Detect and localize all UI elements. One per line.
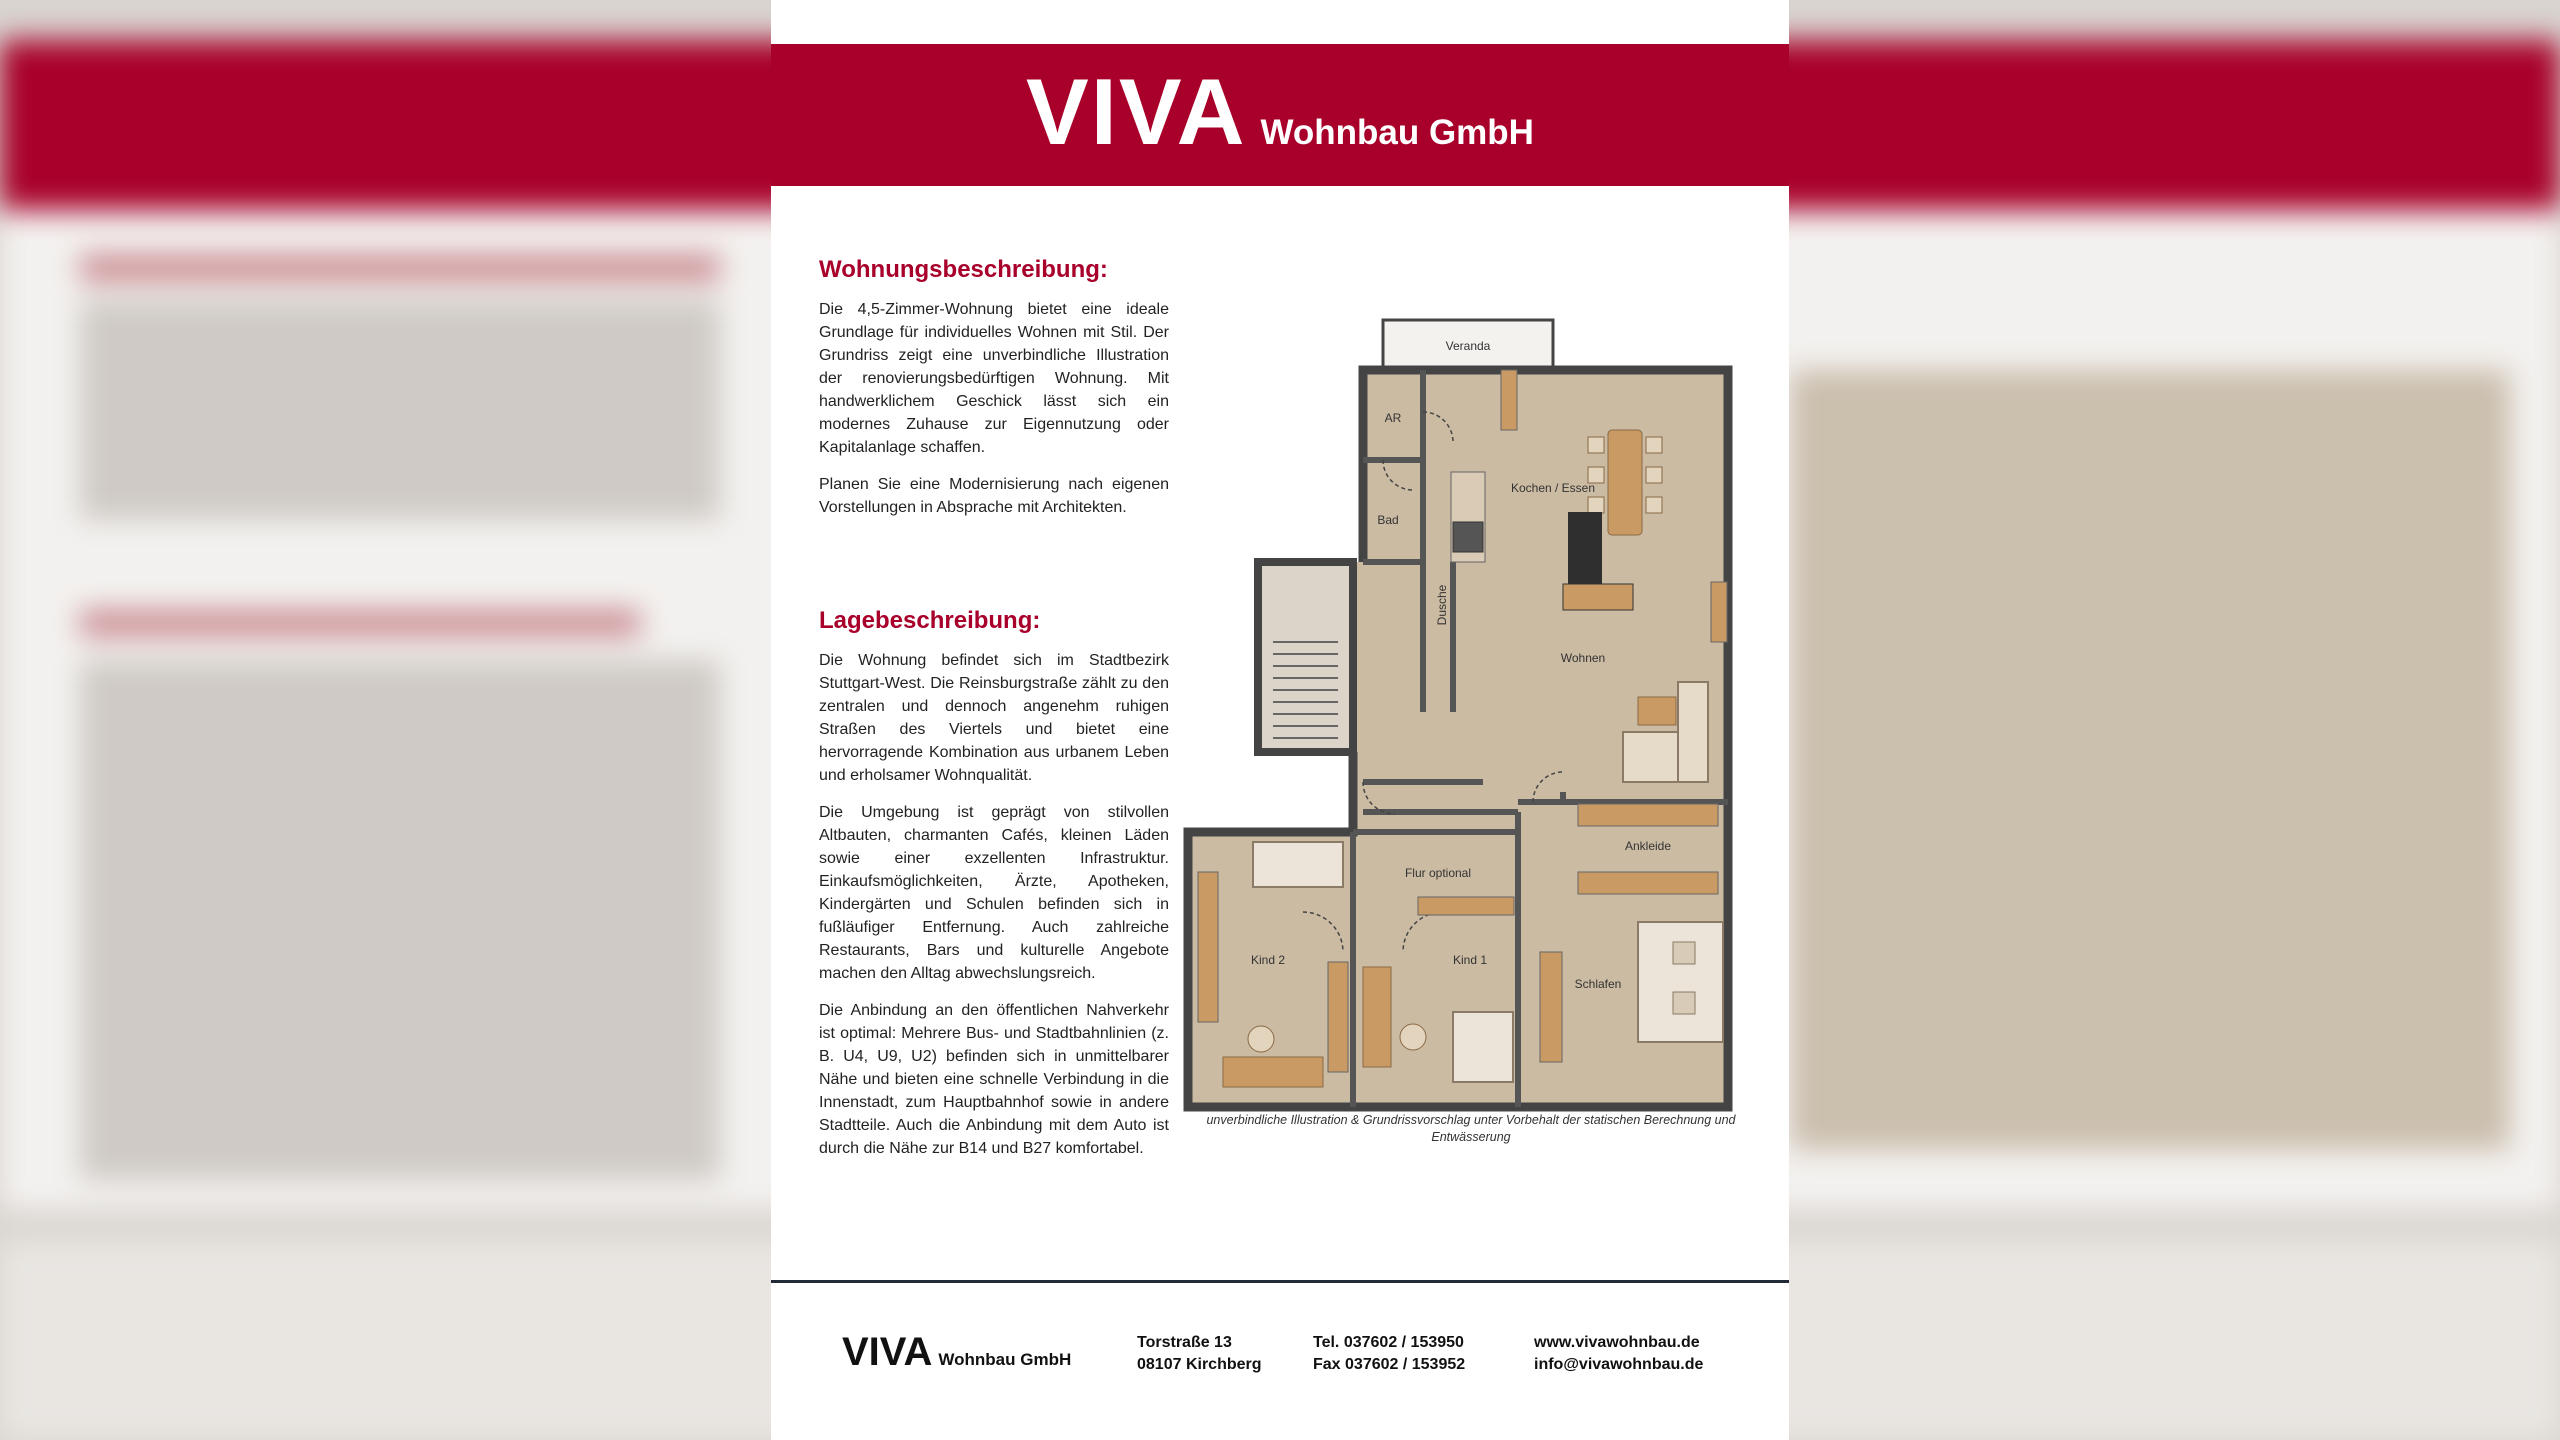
room-label-bad: Bad xyxy=(1377,513,1399,527)
floor-plan xyxy=(1183,312,1757,1152)
header-logo xyxy=(771,58,1789,166)
footer-street: Torstraße 13 xyxy=(1137,1334,1232,1351)
footer-phone xyxy=(1313,1332,1465,1376)
footer-tel: Tel. 037602 / 153950 xyxy=(1313,1334,1464,1351)
location-description-title: Lagebeschreibung: xyxy=(819,607,1041,634)
room-label-flur: Flur optional xyxy=(1404,866,1472,880)
apartment-paragraph-1: Die 4,5-Zimmer-Wohnung bietet eine ideale Grundlage für individuelles Wohnen mit Stil. Der Grundriss zeigt eine unverbindliche Illustration der renovierungsbedürftigen Wohnung. Mit handwerklichem Geschick lässt sich ein modernes Zuhause zur Eigennutzung oder Kapitalanlage schaffen. xyxy=(819,301,1169,456)
room-label-veranda: Veranda xyxy=(1445,339,1491,353)
location-paragraph-3: Die Anbindung an den öffentlichen Nahverkehr ist optimal: Mehrere Bus- und Stadtbahnlinien (z. B. U4, U9, U2) befinden sich in unmittelbarer Nähe und bieten eine schnelle Verbindung in die Innenstadt, zum Hauptbahnhof sowie in andere Stadtteile. Auch die Anbindung mit dem Auto ist durch die Nähe zur B14 und B27 komfortabel. xyxy=(819,1002,1169,1157)
apartment-description xyxy=(819,256,1169,533)
location-paragraph-2: Die Umgebung ist geprägt von stilvollen Altbauten, charmanten Cafés, kleinen Läden sowie einer exzellenten Infrastruktur. Einkaufsmöglichkeiten, Ärzte, Apotheken, Kindergärten und Schulen befinden sich in fußläufiger Entfernung. Auch zahlreiche Restaurants, Bars und kulturelle Angebote machen den Alltag abwechslungsreich. xyxy=(819,804,1169,982)
room-label-ar: AR xyxy=(1384,411,1402,425)
floor-plan-caption: unverbindliche Illustration & Grundrissvorschlag unter Vorbehalt der statischen Berechnung und Entwässerung xyxy=(1206,1113,1736,1144)
floor-plan-drawing xyxy=(1183,312,1757,1112)
room-label-dusche: Dusche xyxy=(1435,584,1449,626)
dining-table xyxy=(1608,430,1642,535)
staircase xyxy=(1258,562,1353,752)
room-label-ankleide: Ankleide xyxy=(1624,839,1672,853)
footer-city: 08107 Kirchberg xyxy=(1137,1356,1262,1373)
kitchen-counter xyxy=(1501,370,1517,430)
footer-fax: Fax 037602 / 153952 xyxy=(1313,1356,1466,1373)
footer-brand-name: VIVA xyxy=(842,1330,933,1374)
header-banner xyxy=(771,44,1789,186)
bed xyxy=(1638,922,1723,1042)
footer-address xyxy=(1137,1332,1262,1376)
apartment-description-title: Wohnungsbeschreibung: xyxy=(819,256,1108,283)
brand-subtitle: Wohnbau GmbH xyxy=(1260,113,1534,152)
kitchen-island xyxy=(1563,584,1633,610)
location-description xyxy=(819,607,1169,1174)
footer-contact xyxy=(1534,1332,1703,1376)
location-paragraph-1: Die Wohnung befindet sich im Stadtbezirk Stuttgart-West. Die Reinsburgstraße zählt zu den zentralen und dennoch angenehm ruhigen Straßen des Viertels und bietet eine hervorragende Kombination aus urbanem Leben und erholsamer Wohnqualität. xyxy=(819,652,1169,784)
room-label-kind1: Kind 1 xyxy=(1452,953,1488,967)
footer-email-link[interactable]: info@vivawohnbau.de xyxy=(1534,1356,1704,1373)
footer xyxy=(771,1320,1789,1410)
expose-page xyxy=(771,0,1789,1440)
footer-logo xyxy=(842,1330,1071,1375)
footer-website-link[interactable]: www.vivawohnbau.de xyxy=(1534,1334,1700,1351)
room-label-kochen: Kochen / Essen xyxy=(1510,481,1596,495)
brand-name: VIVA xyxy=(1026,59,1247,164)
footer-divider xyxy=(771,1280,1789,1283)
room-label-kind2: Kind 2 xyxy=(1250,953,1286,967)
apartment-paragraph-2: Planen Sie eine Modernisierung nach eigenen Vorstellungen in Absprache mit Architekten. xyxy=(819,476,1169,516)
room-label-wohnen: Wohnen xyxy=(1560,651,1606,665)
footer-brand-subtitle: Wohnbau GmbH xyxy=(938,1350,1072,1369)
room-label-schlafen: Schlafen xyxy=(1574,977,1622,991)
